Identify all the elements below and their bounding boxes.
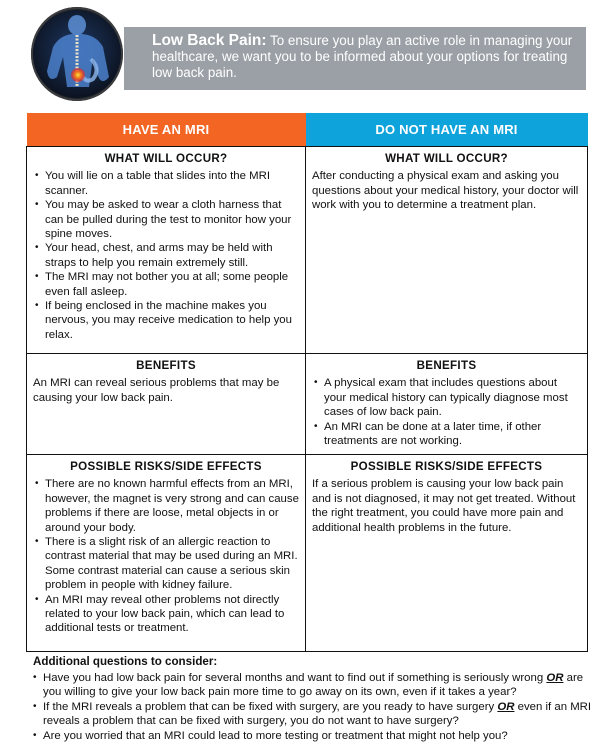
table-row-risks	[27, 455, 588, 652]
question-text: even if an MRI reveals a problem that can be fixed with surgery, you do not want to have surgery?	[43, 700, 592, 728]
cell-have-mri-benefits	[27, 354, 306, 455]
list-item: • A physical exam that includes questions about your medical history can typically diagnose most cases of low back pain.	[324, 376, 581, 419]
list-item: • You will lie on a table that slides into the MRI scanner.	[45, 169, 299, 198]
question-item	[43, 671, 598, 700]
table-row-benefits	[27, 354, 588, 455]
cell-text: After conducting a physical exam and asking you questions about your medical history, your doctor will work with you to determine a treatment plan.	[312, 170, 579, 212]
list-item: • There are no known harmful effects from an MRI, however, the magnet is very strong and can cause problems if there are loose, metal objects in or around your body.	[45, 477, 299, 535]
cell-no-mri-risks	[306, 455, 588, 652]
header-intro-text: To ensure you play an active role in managing your healthcare, we want you to be informed about your options for treating low back pain.	[152, 33, 573, 80]
cell-title: WHAT WILL OCCUR?	[104, 152, 228, 165]
or-emphasis: OR	[497, 700, 515, 713]
list-item: • An MRI may reveal other problems not directly related to your low back pain, which can lead to additional tests or treatment.	[45, 593, 299, 636]
cell-title: POSSIBLE RISKS/SIDE EFFECTS	[70, 460, 262, 473]
spine-back-pain-icon	[31, 7, 123, 101]
header-title: Low Back Pain:	[152, 32, 267, 49]
cell-title: BENEFITS	[416, 359, 477, 372]
cell-text: If a serious problem is causing your low back pain and is not diagnosed, it may not get treated. Without the right treatment, you could have more pain and additional health problems in the future.	[312, 478, 576, 534]
additional-questions-title: Additional questions to consider:	[33, 655, 218, 668]
cell-no-mri-benefits	[306, 354, 588, 455]
list-item: • You may be asked to wear a cloth harness that can be pulled during the test to monitor how your spine moves.	[45, 198, 299, 241]
comparison-table	[26, 113, 588, 652]
question-text: Have you had low back pain for several months and want to find out if something is seriously wrong	[43, 671, 547, 684]
cell-title: POSSIBLE RISKS/SIDE EFFECTS	[350, 460, 543, 473]
cell-text: An MRI can reveal serious problems that may be causing your low back pain.	[33, 377, 280, 404]
cell-title: WHAT WILL OCCUR?	[385, 152, 508, 165]
header-intro	[152, 33, 582, 81]
list-item: • There is a slight risk of an allergic reaction to contrast material that may be used during an MRI. Some contrast material can cause a serious skin problem in people with kidney failure.	[45, 535, 299, 593]
list-item: • An MRI can be done at a later time, if other treatments are not working.	[324, 420, 581, 449]
or-emphasis: OR	[546, 671, 564, 684]
question-text: If the MRI reveals a problem that can be fixed with surgery, are you ready to have surgery	[43, 700, 498, 713]
question-text: are you willing to give your low back pain more time to go away on its own, even if it takes a year?	[43, 671, 584, 699]
cell-have-mri-risks	[27, 455, 306, 652]
column-header-have-mri: HAVE AN MRI	[27, 113, 306, 147]
list-item: • Your head, chest, and arms may be held with straps to help you remain extremely still.	[45, 241, 299, 270]
question-item	[43, 700, 598, 729]
list-item: • The MRI may not bother you at all; some people even fall asleep.	[45, 270, 299, 299]
table-row-what-will-occur	[27, 147, 588, 354]
list-item: • If being enclosed in the machine makes you nervous, you may receive medication to help you relax.	[45, 299, 299, 342]
additional-questions	[33, 655, 598, 744]
cell-have-mri-occur	[27, 147, 306, 354]
column-header-no-mri: DO NOT HAVE AN MRI	[306, 113, 588, 147]
cell-no-mri-occur	[306, 147, 588, 354]
cell-title: BENEFITS	[136, 359, 196, 372]
question-item: • Are you worried that an MRI could lead to more testing or treatment that might not help you?	[43, 729, 598, 744]
